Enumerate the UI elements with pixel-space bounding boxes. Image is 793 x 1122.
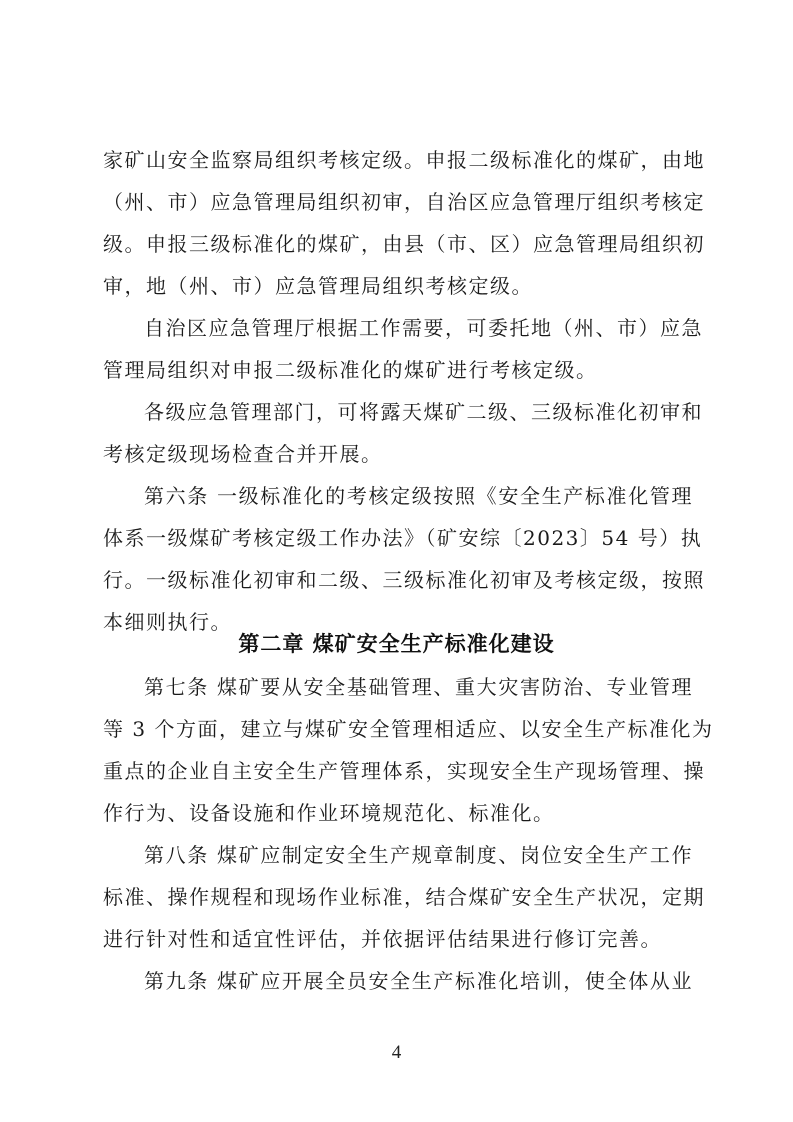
- article-8-line-2: 标准、操作规程和现场作业标准，结合煤矿安全生产状况，定期: [103, 885, 705, 909]
- article-8-line-3: 进行针对性和适宜性评估，并依据评估结果进行修订完善。: [103, 927, 662, 951]
- article-6-line-2: 体系一级煤矿考核定级工作办法》（矿安综〔2023〕54 号）执: [103, 526, 703, 550]
- paragraph-3-line-1: 各级应急管理部门，可将露天煤矿二级、三级标准化初审和: [144, 400, 703, 424]
- article-6-line-4: 本细则执行。: [103, 610, 232, 634]
- article-7-line-2: 等 3 个方面，建立与煤矿安全管理相适应、以安全生产标准化为: [103, 717, 714, 741]
- paragraph-1-line-1: 家矿山安全监察局组织考核定级。申报二级标准化的煤矿，由地: [103, 148, 705, 172]
- paragraph-2-line-1: 自治区应急管理厅根据工作需要，可委托地（州、市）应急: [144, 316, 703, 340]
- article-7-line-1: 第七条 煤矿要从安全基础管理、重大灾害防治、专业管理: [144, 675, 693, 699]
- article-7-line-4: 作行为、设备设施和作业环境规范化、标准化。: [103, 801, 555, 825]
- paragraph-3-line-2: 考核定级现场检查合并开展。: [103, 442, 383, 466]
- article-6-line-3: 行。一级标准化初审和二级、三级标准化初审及考核定级，按照: [103, 568, 705, 592]
- article-7-line-3: 重点的企业自主安全生产管理体系，实现安全生产现场管理、操: [103, 759, 705, 783]
- page-number: 4: [391, 1042, 402, 1063]
- paragraph-2-line-2: 管理局组织对申报二级标准化的煤矿进行考核定级。: [103, 358, 598, 382]
- article-8-line-1: 第八条 煤矿应制定安全生产规章制度、岗位安全生产工作: [144, 843, 693, 867]
- article-9-line-1: 第九条 煤矿应开展全员安全生产标准化培训，使全体从业: [144, 969, 693, 993]
- chapter-heading: 第二章 煤矿安全生产标准化建设: [238, 632, 555, 656]
- paragraph-1-line-2: （州、市）应急管理局组织初审，自治区应急管理厅组织考核定: [103, 190, 705, 214]
- paragraph-1-line-4: 审，地（州、市）应急管理局组织考核定级。: [103, 274, 533, 298]
- paragraph-1-line-3: 级。申报三级标准化的煤矿，由县（市、区）应急管理局组织初: [103, 232, 705, 256]
- article-6-line-1: 第六条 一级标准化的考核定级按照《安全生产标准化管理: [144, 484, 693, 508]
